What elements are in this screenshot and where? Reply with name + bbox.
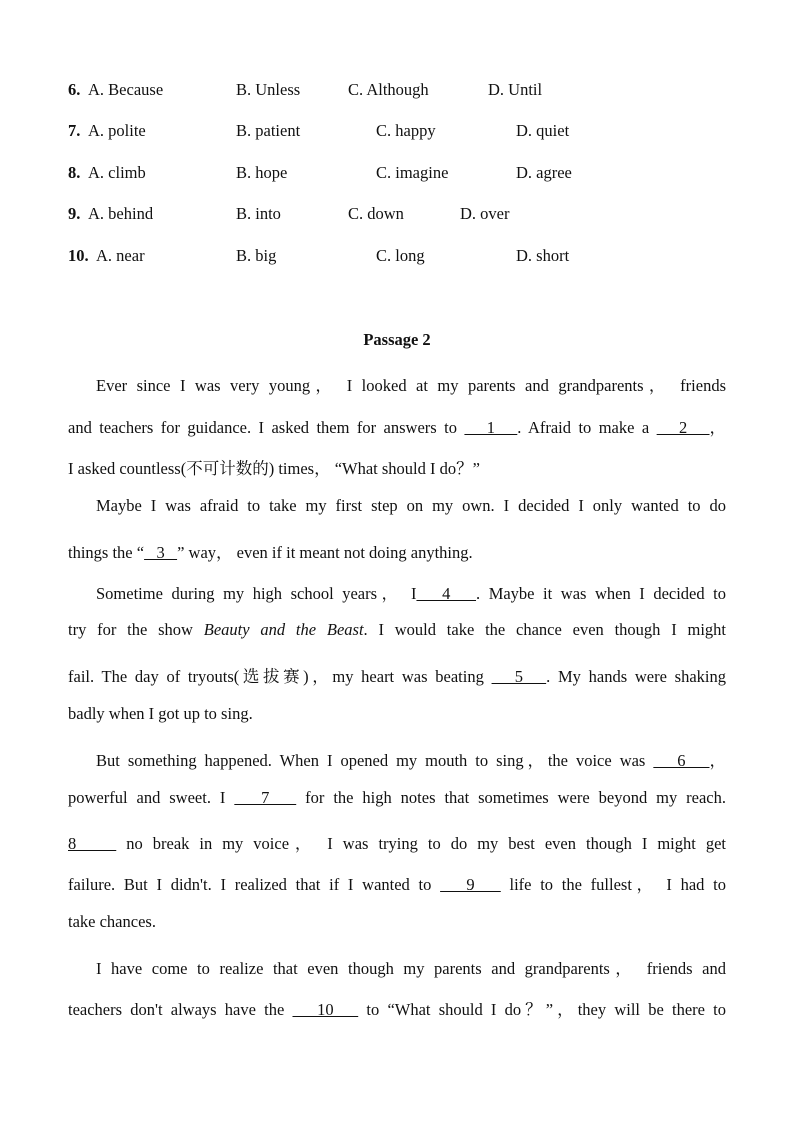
option-b: B. hope <box>236 163 288 182</box>
option-c: C. imagine <box>376 163 449 182</box>
passage-line: badly when I got up to sing. <box>68 704 253 723</box>
option-row-7 <box>68 121 570 141</box>
blank-4: 4 <box>416 584 477 603</box>
question-number: 8. <box>68 163 81 182</box>
passage-line: take chances. <box>68 912 156 931</box>
passage-line: fail. The day of tryouts(选拔赛)，my heart was beating 5 . My hands were shaking <box>68 667 726 686</box>
option-a: A. polite <box>88 121 146 140</box>
passage-line: But something happened. When I opened my mouth to sing，the voice was 6 ， <box>96 751 726 770</box>
blank-2: 2 <box>656 418 710 437</box>
option-row-9 <box>68 204 510 224</box>
blank-6: 6 <box>653 751 710 770</box>
blank-5: 5 <box>491 667 547 686</box>
question-number: 6. <box>68 80 81 99</box>
option-c: C. long <box>376 246 425 265</box>
option-d: D. quiet <box>516 121 570 140</box>
passage-line: I have come to realize that even though my parents and grandparents， friends and <box>96 959 726 978</box>
passage-line: failure. But I didn't. I realized that if I wanted to 9 life to the fullest， I had to <box>68 875 726 894</box>
option-a: A. Because <box>88 80 164 99</box>
passage-line: powerful and sweet. I 7 for the high notes that sometimes were beyond my reach. <box>68 788 727 807</box>
option-row-6 <box>68 80 543 100</box>
option-row-8 <box>68 163 572 183</box>
question-number: 10. <box>68 246 89 265</box>
passage-line: I asked countless(不可计数的) times， “What should I do？” <box>68 459 480 478</box>
option-row-10 <box>68 246 570 266</box>
blank-7: 7 <box>234 788 297 807</box>
option-a: A. behind <box>88 204 154 223</box>
passage-line: try for the show Beauty and the Beast. I would take the chance even though I might <box>68 620 726 639</box>
passage-line: and teachers for guidance. I asked them for answers to 1 . Afraid to make a 2 ， <box>68 418 727 437</box>
option-b: B. patient <box>236 121 301 140</box>
option-d: D. Until <box>488 80 543 99</box>
option-c: C. down <box>348 204 404 223</box>
blank-1: 1 <box>464 418 518 437</box>
option-d: D. over <box>460 204 510 223</box>
question-number: 7. <box>68 121 81 140</box>
blank-9: 9 <box>440 875 501 894</box>
option-a: A. climb <box>88 163 146 182</box>
option-c: C. happy <box>376 121 436 140</box>
passage-title: Passage 2 <box>363 330 431 349</box>
option-b: B. Unless <box>236 80 301 99</box>
blank-3: 3 <box>144 543 178 562</box>
show-title: Beauty and the Beast <box>203 620 364 639</box>
passage-line: teachers don't always have the 10 to “What should I do？”，they will be there to <box>68 1000 726 1019</box>
passage-line: 8 no break in my voice， I was trying to do my best even though I might get <box>68 834 726 853</box>
option-d: D. agree <box>516 163 572 182</box>
blank-10: 10 <box>292 1000 359 1019</box>
blank-8: 8 <box>68 834 117 853</box>
passage-line: things the “ 3 ” way， even if it meant not doing anything. <box>68 543 473 562</box>
passage-line: Sometime during my high school years， I 4 . Maybe it was when I decided to <box>96 584 727 603</box>
option-b: B. into <box>236 204 281 223</box>
question-number: 9. <box>68 204 81 223</box>
option-a: A. near <box>96 246 145 265</box>
passage-line: Ever since I was very young， I looked at my parents and grandparents， friends <box>96 376 726 395</box>
option-d: D. short <box>516 246 570 265</box>
option-b: B. big <box>236 246 277 265</box>
option-c: C. Although <box>348 80 429 99</box>
passage-line: Maybe I was afraid to take my first step on my own. I decided I only wanted to do <box>96 496 726 515</box>
